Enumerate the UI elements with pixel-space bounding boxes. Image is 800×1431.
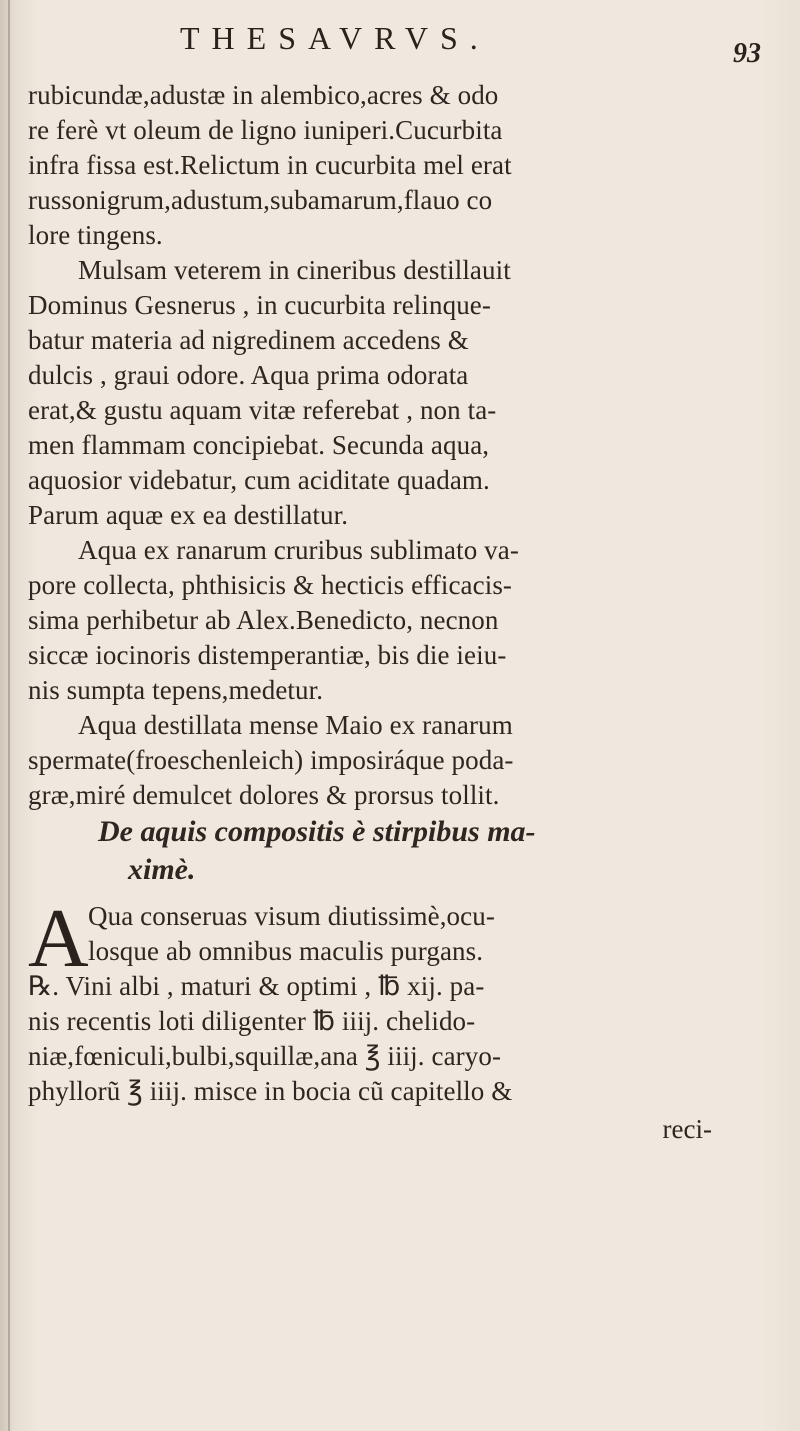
text-line: infra fissa est.Relictum in cucurbita mel erat (28, 150, 512, 180)
paragraph-2 (28, 253, 718, 533)
text-line: Qua conseruas visum diutissimè,ocu- (88, 901, 495, 931)
paragraph-4 (28, 708, 718, 813)
catchword: reci- (662, 1114, 712, 1144)
text-line: losque ab omnibus maculis purgans. (88, 936, 484, 966)
text-line: aquosior videbatur, cum aciditate quadam. (28, 465, 490, 495)
text-line: phyllorũ ℥ iiij. misce in bocia cũ capitello & (28, 1076, 513, 1106)
text-line: sima perhibetur ab Alex.Benedicto, necnon (28, 605, 499, 635)
text-line: erat,& gustu aquam vitæ referebat , non ta- (28, 395, 497, 425)
page-header (0, 14, 800, 69)
text-line: men flammam concipiebat. Secunda aqua, (28, 430, 490, 460)
paragraph-5 (28, 892, 718, 1109)
body-text (28, 78, 718, 1149)
text-line: græ,miré demulcet dolores & prorsus tollit. (28, 780, 500, 810)
drop-cap: A (28, 892, 89, 985)
running-head: THESAVRVS. (180, 20, 490, 56)
text-line: nis sumpta tepens,medetur. (28, 675, 324, 705)
text-line: Dominus Gesnerus , in cucurbita relinque- (28, 290, 491, 320)
text-line: batur materia ad nigredinem accedens & (28, 325, 469, 355)
text-line: Mulsam veterem in cineribus destillauit (78, 255, 511, 285)
text-line: niæ,fœniculi,bulbi,squillæ,ana ℥ iiij. caryo- (28, 1041, 502, 1071)
text-line: rubicundæ,adustæ in alembico,acres & odo (28, 80, 499, 110)
binding-gutter (8, 0, 10, 1431)
page-number: 93 (733, 38, 761, 69)
text-line: pore collecta, phthisicis & hecticis efficacis- (28, 570, 513, 600)
text-line: Aqua ex ranarum cruribus sublimato va- (78, 535, 519, 565)
text-line: dulcis , graui odore. Aqua prima odorata (28, 360, 469, 390)
text-line: ℞. Vini albi , maturi & optimi , ℔ xij. pa- (28, 971, 485, 1001)
text-line: re ferè vt oleum de ligno iuniperi.Cucurbita (28, 115, 503, 145)
text-line: lore tingens. (28, 220, 163, 250)
text-line: Parum aquæ ex ea destillatur. (28, 500, 349, 530)
text-line: Aqua destillata mense Maio ex ranarum (78, 710, 513, 740)
text-line: nis recentis loti diligenter ℔ iiij. chelido- (28, 1006, 476, 1036)
text-line: siccæ iocinoris distemperantiæ, bis die ieiu- (28, 640, 507, 670)
heading-line: ximè. (128, 853, 196, 886)
section-heading (28, 813, 718, 889)
text-line: russonigrum,adustum,subamarum,flauo co (28, 185, 493, 215)
text-line: spermate(froeschenleich) imposiráque poda- (28, 745, 514, 775)
heading-line: De aquis compositis è stirpibus ma- (98, 815, 536, 848)
paragraph-3 (28, 533, 718, 708)
paragraph-1 (28, 78, 718, 253)
spacer (28, 889, 718, 899)
